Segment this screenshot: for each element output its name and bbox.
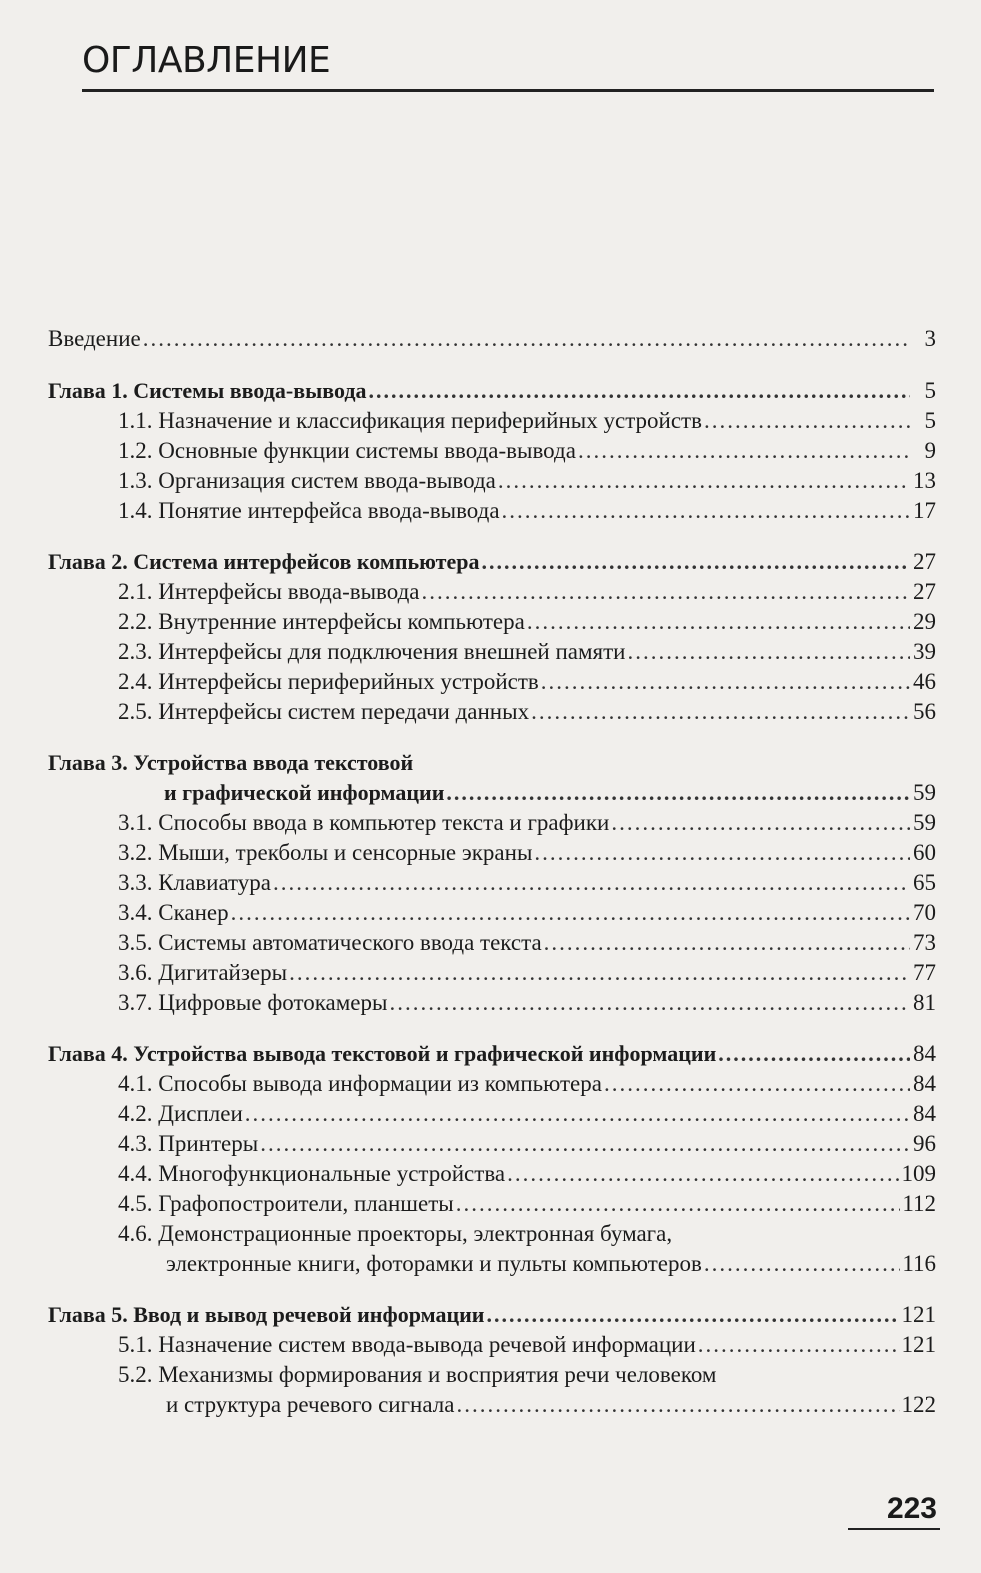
toc-chapter-3-line1: Глава 3. Устройства ввода текстовой xyxy=(48,750,414,775)
toc-section-line1: 5.2. Механизмы формирования и восприятия речи человеком xyxy=(118,1362,717,1387)
page-number: 223 xyxy=(886,1492,937,1525)
dot-leader xyxy=(456,1390,899,1420)
section-label: и структура речевого сигнала xyxy=(166,1392,455,1417)
page-number-rule xyxy=(848,1528,940,1530)
dot-leader xyxy=(245,1099,910,1129)
section-label: 1.2. Основные функции системы ввода-вывода xyxy=(118,438,576,463)
toc-section xyxy=(48,1330,936,1360)
dot-leader xyxy=(611,808,910,838)
section-page: 96 xyxy=(913,1131,936,1156)
dot-leader xyxy=(481,547,910,577)
toc-section xyxy=(48,1129,936,1159)
dot-leader xyxy=(718,1039,910,1069)
toc-section xyxy=(48,436,936,466)
toc-entry-label: Введение xyxy=(48,326,141,351)
section-label: 2.4. Интерфейсы периферийных устройств xyxy=(118,669,539,694)
section-page: 116 xyxy=(902,1251,936,1276)
chapter-page: 59 xyxy=(913,780,936,805)
dot-leader xyxy=(604,1069,910,1099)
section-label: 1.1. Назначение и классификация периферийных устройств xyxy=(118,408,702,433)
section-page: 77 xyxy=(913,960,936,985)
section-page: 112 xyxy=(902,1191,936,1216)
toc-section xyxy=(48,988,936,1018)
dot-leader xyxy=(698,1330,900,1360)
section-label: 4.5. Графопостроители, планшеты xyxy=(118,1191,454,1216)
section-page: 59 xyxy=(913,810,936,835)
page-title: ОГЛАВЛЕНИЕ xyxy=(82,40,331,81)
toc-section xyxy=(48,1189,936,1219)
chapter-page: 5 xyxy=(924,378,936,403)
dot-leader xyxy=(534,838,910,868)
chapter-label: Глава 2. Система интерфейсов компьютера xyxy=(48,549,480,574)
dot-leader xyxy=(486,1300,899,1330)
toc-section xyxy=(48,466,936,496)
section-page: 5 xyxy=(924,408,936,433)
section-page: 29 xyxy=(913,609,936,634)
dot-leader xyxy=(704,1249,900,1279)
section-label: 4.2. Дисплеи xyxy=(118,1101,243,1126)
toc-section xyxy=(48,496,936,526)
chapter-label: Глава 5. Ввод и вывод речевой информации xyxy=(48,1302,485,1327)
dot-leader xyxy=(541,667,910,697)
toc-section xyxy=(48,1249,936,1279)
section-label: 2.2. Внутренние интерфейсы компьютера xyxy=(118,609,525,634)
section-label: 1.3. Организация систем ввода-вывода xyxy=(118,468,496,493)
toc-chapter-4 xyxy=(48,1039,936,1069)
toc-section xyxy=(48,1159,936,1189)
dot-leader xyxy=(143,324,910,354)
dot-leader xyxy=(527,607,910,637)
toc-section xyxy=(48,637,936,667)
toc-chapter-1 xyxy=(48,376,936,406)
section-page: 81 xyxy=(913,990,936,1015)
chapter-page: 121 xyxy=(901,1302,936,1327)
chapter-page: 84 xyxy=(913,1041,936,1066)
section-label: 1.4. Понятие интерфейса ввода-вывода xyxy=(118,498,500,523)
toc-section xyxy=(48,898,936,928)
section-page: 65 xyxy=(913,870,936,895)
section-page: 73 xyxy=(913,930,936,955)
toc-entry-intro xyxy=(48,324,936,354)
dot-leader xyxy=(627,637,910,667)
section-label: 3.6. Дигитайзеры xyxy=(118,960,288,985)
chapter-label: и графической информации xyxy=(164,780,445,805)
toc-section xyxy=(48,667,936,697)
section-label: 2.3. Интерфейсы для подключения внешней памяти xyxy=(118,639,626,664)
toc-section xyxy=(48,406,936,436)
section-label: 2.1. Интерфейсы ввода-вывода xyxy=(118,579,420,604)
section-page: 122 xyxy=(901,1392,936,1417)
section-label: 3.5. Системы автоматического ввода текста xyxy=(118,930,542,955)
section-page: 70 xyxy=(913,900,936,925)
dot-leader xyxy=(502,496,910,526)
section-page: 39 xyxy=(913,639,936,664)
section-label: 3.7. Цифровые фотокамеры xyxy=(118,990,388,1015)
chapter-label: Глава 4. Устройства вывода текстовой и графической информации xyxy=(48,1041,717,1066)
dot-leader xyxy=(389,988,910,1018)
toc-section xyxy=(48,577,936,607)
section-label: 4.3. Принтеры xyxy=(118,1131,259,1156)
chapter-page: 27 xyxy=(913,549,936,574)
dot-leader xyxy=(507,1159,899,1189)
section-page: 9 xyxy=(924,438,936,463)
section-page: 60 xyxy=(913,840,936,865)
toc-section xyxy=(48,838,936,868)
dot-leader xyxy=(231,898,910,928)
dot-leader xyxy=(544,928,910,958)
toc-entry-page: 3 xyxy=(924,326,936,351)
section-label: 3.1. Способы ввода в компьютер текста и графики xyxy=(118,810,610,835)
toc-chapter-2 xyxy=(48,547,936,577)
toc-section xyxy=(48,697,936,727)
dot-leader xyxy=(578,436,910,466)
section-label: электронные книги, фоторамки и пульты компьютеров xyxy=(166,1251,702,1276)
section-page: 27 xyxy=(913,579,936,604)
section-label: 4.4. Многофункциональные устройства xyxy=(118,1161,506,1186)
section-label: 4.1. Способы вывода информации из компьютера xyxy=(118,1071,602,1096)
dot-leader xyxy=(531,697,910,727)
toc-section xyxy=(48,928,936,958)
section-page: 84 xyxy=(913,1071,936,1096)
toc-chapter-5 xyxy=(48,1300,936,1330)
dot-leader xyxy=(273,868,910,898)
section-label: 3.2. Мыши, трекболы и сенсорные экраны xyxy=(118,840,533,865)
toc-chapter-3 xyxy=(48,778,936,808)
toc-section xyxy=(48,1390,936,1420)
dot-leader xyxy=(446,778,910,808)
toc-section xyxy=(48,1069,936,1099)
toc-section xyxy=(48,808,936,838)
section-label: 3.3. Клавиатура xyxy=(118,870,272,895)
dot-leader xyxy=(498,466,910,496)
toc-section-line1: 4.6. Демонстрационные проекторы, электронная бумага, xyxy=(118,1221,673,1246)
section-page: 46 xyxy=(913,669,936,694)
toc-section xyxy=(48,1099,936,1129)
dot-leader xyxy=(422,577,911,607)
dot-leader xyxy=(260,1129,910,1159)
dot-leader xyxy=(456,1189,901,1219)
section-page: 56 xyxy=(913,699,936,724)
dot-leader xyxy=(704,406,910,436)
section-page: 17 xyxy=(913,498,936,523)
table-of-contents xyxy=(48,324,936,1420)
title-rule xyxy=(82,89,934,92)
section-page: 109 xyxy=(901,1161,936,1186)
dot-leader xyxy=(289,958,910,988)
toc-section xyxy=(48,607,936,637)
toc-section xyxy=(48,868,936,898)
section-page: 13 xyxy=(913,468,936,493)
chapter-label: Глава 1. Системы ввода-вывода xyxy=(48,378,367,403)
section-label: 3.4. Сканер xyxy=(118,900,229,925)
section-page: 84 xyxy=(913,1101,936,1126)
section-label: 2.5. Интерфейсы систем передачи данных xyxy=(118,699,530,724)
section-page: 121 xyxy=(901,1332,936,1357)
section-label: 5.1. Назначение систем ввода-вывода речевой информации xyxy=(118,1332,696,1357)
toc-section xyxy=(48,958,936,988)
dot-leader xyxy=(369,376,910,406)
